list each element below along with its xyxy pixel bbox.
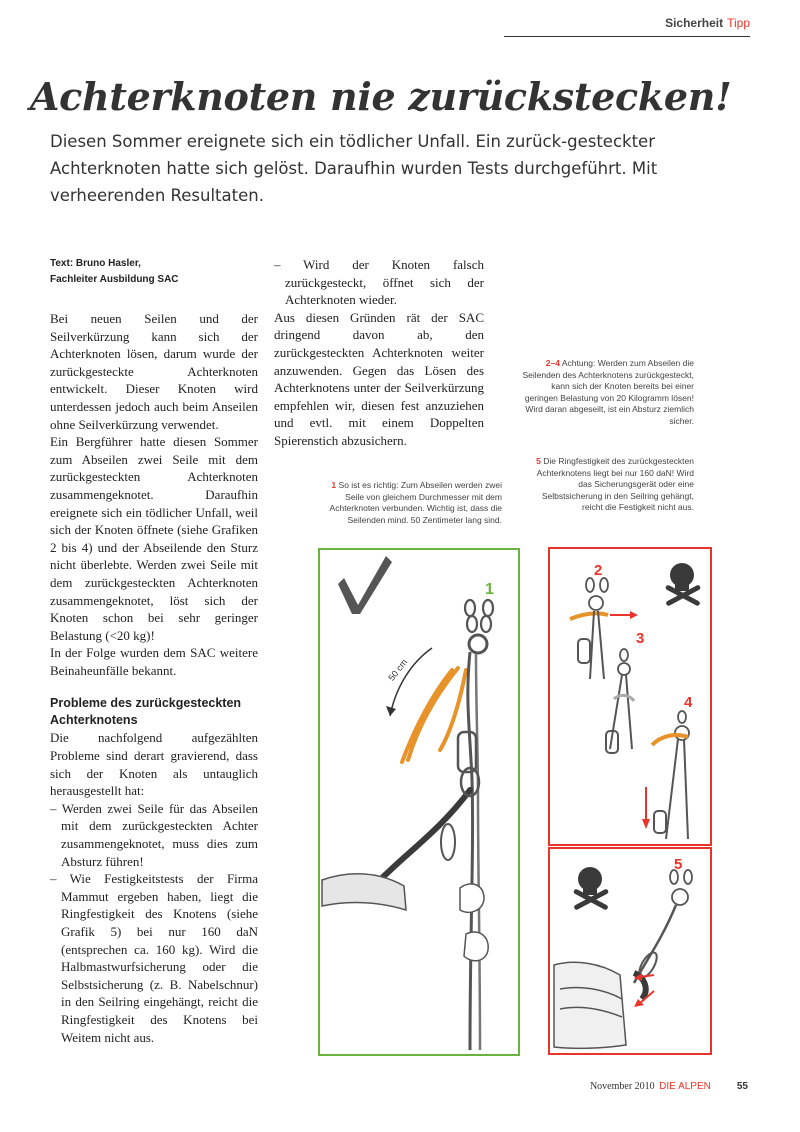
author-role: Fachleiter Ausbildung SAC bbox=[50, 274, 179, 285]
footer-issue: November 2010 bbox=[589, 1081, 655, 1092]
bullet-item: – Wie Festigkeitstests der Firma Mammut ergeben haben, liegt die Ringfestigkeit des Knotens (siehe Grafik 5) bei nur 160 daN (entsprechen ca. 160 kg). Wird die Halbmastwurfsicherung oder die Selbstsicherung (z. B. Nabelschnur) in den Seilring eingehängt, reicht die Ringfestigkeit des Knotens bei Weitem nicht aus. bbox=[50, 871, 258, 1045]
figure-5-illustration bbox=[550, 849, 710, 1053]
paragraph: In der Folge wurden dem SAC weitere Beinaheunfälle bekannt. bbox=[50, 645, 258, 678]
figure-label-3: 3 bbox=[636, 630, 645, 647]
length-label: 50 cm bbox=[386, 657, 410, 683]
article-title: Achterknoten nie zurückstecken! bbox=[30, 74, 732, 119]
page-number: 55 bbox=[736, 1081, 748, 1092]
figure-2-4-illustration bbox=[550, 549, 710, 844]
belay-device bbox=[654, 811, 666, 833]
figure-5-danger-panel bbox=[548, 847, 712, 1055]
text-column-2 bbox=[274, 256, 484, 450]
anchor-chain bbox=[670, 870, 692, 905]
caption-number: 2–4 bbox=[545, 358, 560, 368]
rope bbox=[590, 611, 604, 679]
figure-1-correct-panel bbox=[318, 548, 520, 1056]
rope bbox=[666, 739, 688, 839]
harness-body bbox=[554, 962, 626, 1048]
carabiner bbox=[441, 824, 455, 860]
footer-magazine: DIE ALPEN bbox=[659, 1081, 711, 1092]
author-credit bbox=[50, 256, 258, 288]
text-column-1 bbox=[50, 256, 258, 1046]
rope-second bbox=[476, 654, 480, 1050]
rope-dark bbox=[380, 790, 470, 880]
rope-main bbox=[468, 652, 473, 1050]
harness-body bbox=[322, 874, 406, 910]
checkmark-icon bbox=[338, 556, 392, 614]
caption-figure-5 bbox=[534, 456, 694, 514]
section-header bbox=[665, 16, 750, 30]
figure-2-4-danger-panel bbox=[548, 547, 712, 846]
page-footer bbox=[590, 1081, 748, 1092]
danger-arrow-head bbox=[642, 819, 650, 829]
caption-number: 5 bbox=[536, 456, 541, 466]
caption-text: Achtung: Werden zum Abseilen die Seilenden des Achterknotens zurückgesteckt, kann sich der Knoten bereits bei einer geringen Belastung von 20 Kilogramm lösen! Wird daran abgeseilt, ist ein Absturz ziemlich sicher. bbox=[522, 358, 694, 426]
rope bbox=[610, 675, 632, 749]
knot-tail-orange bbox=[402, 668, 458, 762]
caption-number: 1 bbox=[331, 480, 337, 490]
caption-text: So ist es richtig: Zum Abseilen werden zwei Seile von gleichem Durchmesser mit dem Achterknoten verbunden. Wichtig ist, dass die Seilenden mind. 50 Zentimeter lang sind. bbox=[329, 480, 502, 525]
section-sublabel: Tipp bbox=[727, 16, 750, 30]
paragraph: Bei neuen Seilen und der Seilverkürzung kann sich der Achterknoten lösen, darum wurde der zurückgesteckte Achterknoten entwickelt. Dieser Knoten wird unterdessen jedoch auch beim Anseilen ohne Seilverkürzung verwendet. bbox=[50, 311, 258, 432]
skull-crossbones-icon bbox=[665, 563, 701, 607]
article-lead: Diesen Sommer ereignete sich ein tödlicher Unfall. Ein zurück-gesteckter Achterknoten hatte sich gelöst. Daraufhin wurden Tests durchgeführt. Mit verheerenden Resultaten. bbox=[50, 132, 658, 205]
figure-1-illustration bbox=[320, 550, 518, 1054]
figure-label-2: 2 bbox=[594, 562, 603, 579]
skull-crossbones-icon bbox=[573, 867, 609, 911]
danger-arrow-head bbox=[630, 611, 638, 619]
length-arrow-head bbox=[386, 706, 396, 716]
caption-text: Die Ringfestigkeit des zurückgesteckten Achterknotens liegt bei nur 160 daN! Wird das Sicherungsgerät oder eine Selbstsicherung in den Seilring gehängt, reicht die Festigkeit nicht aus. bbox=[536, 456, 694, 512]
caption-figure-1 bbox=[312, 480, 502, 526]
belay-device bbox=[578, 639, 590, 663]
knot-orange bbox=[570, 613, 608, 619]
author-name: Text: Bruno Hasler, bbox=[50, 258, 141, 269]
paragraph: Die nachfolgend aufgezählten Probleme sind derart gravierend, dass sich der Knoten als untauglich herausgestellt hat: bbox=[50, 730, 258, 799]
anchor-chain bbox=[465, 600, 493, 632]
rappel-ring bbox=[469, 635, 487, 653]
bullet-item: – Wird der Knoten falsch zurückgesteckt, öffnet sich der Achterknoten wieder. bbox=[274, 257, 484, 308]
paragraph: Ein Bergführer hatte diesen Sommer zum Abseilen zwei Seile mit dem zurückgesteckten Achterknoten zusammengeknotet. Daraufhin ereignete sich ein tödlicher Unfall, weil sich der Knoten öffnete (siehe Grafiken 2 bis 4) und der Abseilende den Sturz nicht überlebte. Werden zwei Seile mit dem zurückgesteckten Achterknoten zusammengeknotet, löst sich der Knoten schon bei sehr geringer Belastung (<20 kg)! bbox=[50, 434, 258, 643]
figure-label-5: 5 bbox=[674, 856, 683, 873]
caption-figure-2-4 bbox=[520, 358, 694, 427]
subheading: Probleme des zurückgesteckten Achterknotens bbox=[50, 696, 242, 728]
belay-device bbox=[458, 732, 476, 772]
hand bbox=[464, 932, 488, 961]
hand bbox=[460, 884, 484, 912]
bullet-item: – Werden zwei Seile für das Abseilen mit dem zurückgesteckten Achter zusammengeknotet, muss dies zum Absturz führen! bbox=[50, 800, 258, 869]
header-rule bbox=[504, 36, 750, 37]
figure-label-1: 1 bbox=[485, 581, 494, 598]
section-label: Sicherheit bbox=[665, 16, 724, 30]
figure-label-4: 4 bbox=[684, 694, 693, 711]
paragraph: Aus diesen Gründen rät der SAC dringend davon ab, den zurückgesteckten Achterknoten weiter anzuwenden. Gegen das Lösen des Achterknotens unter der Seilverkürzung empfehlen wir, diesen fest anzuziehen und evtl. mit einem Doppelten Spierenstich abzusichern. bbox=[274, 309, 484, 448]
